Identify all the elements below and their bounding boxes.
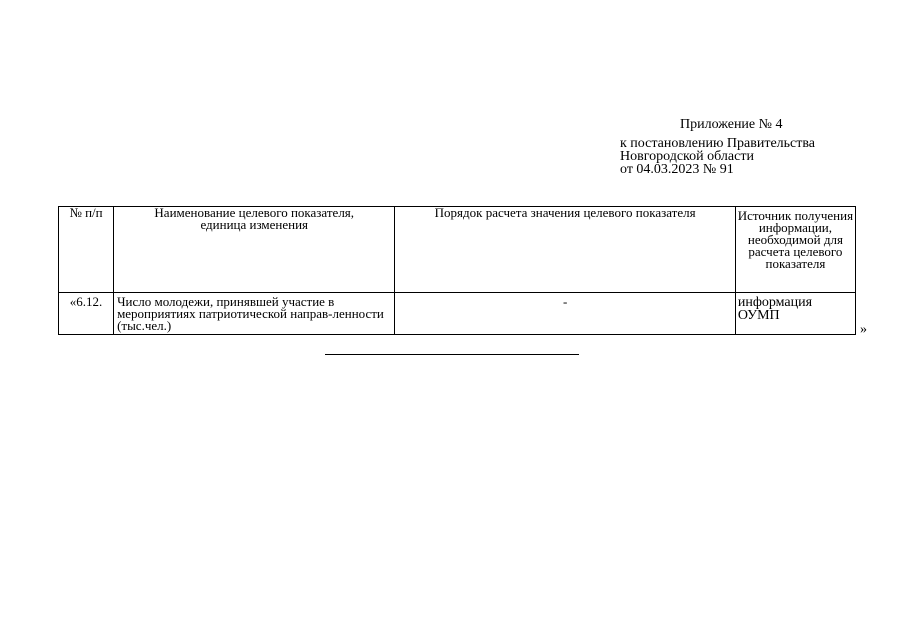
- row-name: Число молодежи, принявшей участие в мероприятиях патриотической направ-ленности (тыс.чел.): [114, 293, 395, 335]
- row-calc: -: [395, 293, 735, 335]
- footer-divider: [325, 354, 579, 355]
- indicator-table: [58, 206, 856, 335]
- table-header-row: [59, 207, 856, 293]
- header-calc-text: Порядок расчета значения целевого показателя: [434, 206, 696, 220]
- header-source: [735, 207, 855, 293]
- annex-header: [620, 117, 860, 176]
- header-num: [59, 207, 114, 293]
- annex-reference-line-2: Новгородской области: [620, 149, 754, 164]
- row-num: «6.12.: [59, 293, 114, 335]
- row-source: [735, 293, 855, 335]
- table-row: [59, 293, 856, 335]
- header-name-text: Наименование целевого показателя, единица изменения: [154, 206, 355, 232]
- header-calc: [395, 207, 735, 293]
- annex-reference-line-1: к постановлению Правительства: [620, 136, 816, 151]
- header-source-text: Источник получения информации, необходимой для расчета целевого показателя: [737, 208, 854, 271]
- header-name: [114, 207, 395, 293]
- closing-quote: »: [860, 322, 867, 337]
- annex-reference-line-3: от 04.03.2023 № 91: [620, 162, 734, 177]
- annex-title: Приложение № 4: [680, 117, 783, 132]
- header-num-text: № п/п: [69, 206, 103, 220]
- row-source-text: информация ОУМП: [737, 295, 813, 323]
